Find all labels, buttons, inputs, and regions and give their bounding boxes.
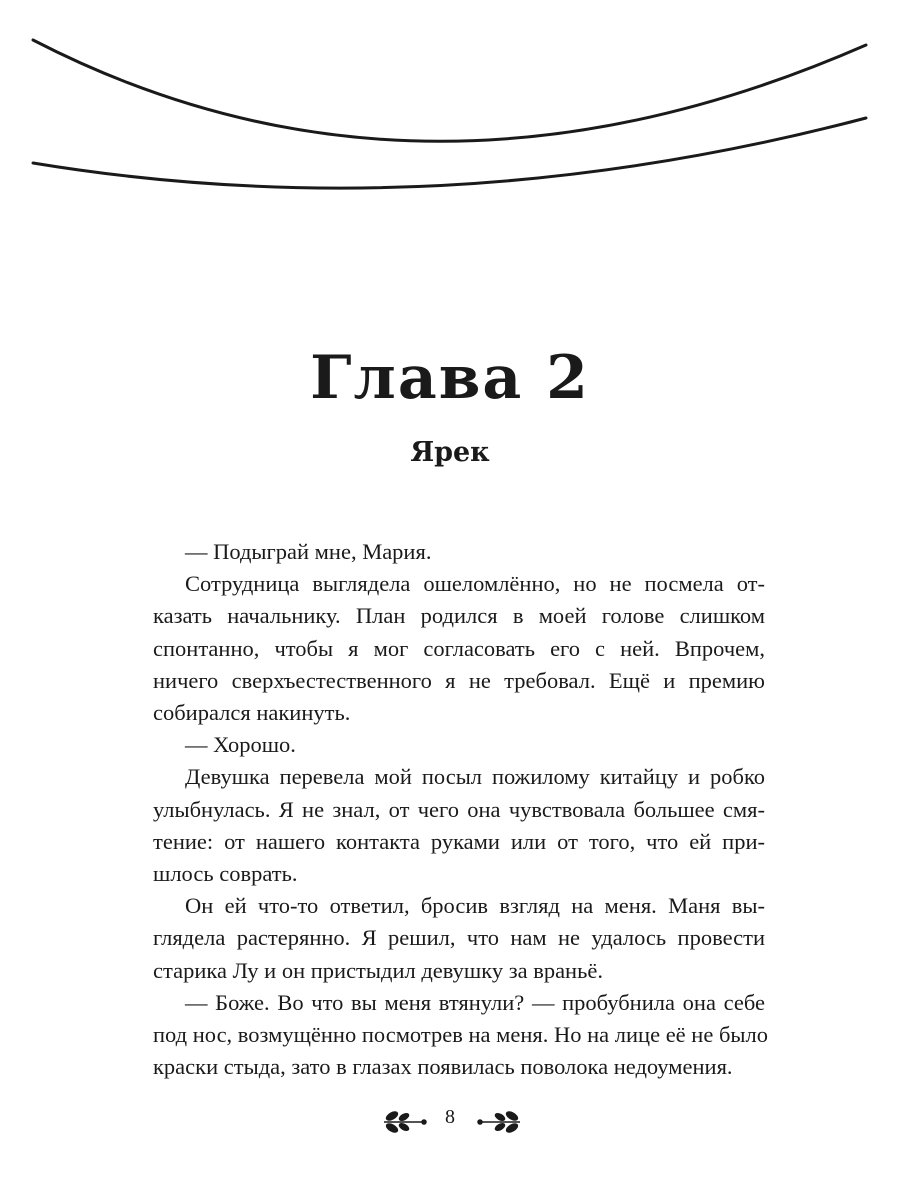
text-line: под нос, возмущённо посмотрев на меня. Но на лице её не было bbox=[153, 1022, 768, 1048]
text-line: Он ей что-то ответил, бросив взгляд на меня. Маня вы- bbox=[185, 893, 765, 919]
text-line: Сотрудница выглядела ошеломлённо, но не посмела от- bbox=[185, 571, 765, 597]
text-line: спонтанно, чтобы я мог согласовать его с ней. Впрочем, bbox=[153, 635, 765, 661]
text-line: тение: от нашего контакта руками или от того, что ей при- bbox=[153, 828, 765, 854]
page-number: 8 bbox=[445, 1106, 455, 1128]
text-line: — Подыграй мне, Мария. bbox=[185, 539, 432, 564]
page-footer bbox=[0, 1104, 900, 1140]
garland-string-lower bbox=[33, 118, 866, 188]
text-line: старика Лу и он пристыдил девушку за враньё. bbox=[153, 957, 603, 983]
paragraph bbox=[153, 729, 765, 761]
leaf-sprig-icon bbox=[476, 1110, 524, 1134]
body-text bbox=[153, 536, 768, 1083]
lantern-garland-illustration bbox=[0, 0, 900, 340]
paragraph bbox=[153, 536, 765, 568]
text-line: краски стыда, зато в глазах появилась поволока недоумения. bbox=[153, 1054, 733, 1080]
text-line: казать начальнику. План родился в моей голове слишком bbox=[153, 603, 765, 629]
paragraph bbox=[153, 987, 768, 1084]
text-line: ничего сверхъестественного я не требовал. Ещё и премию bbox=[153, 667, 765, 693]
text-line: — Хорошо. bbox=[185, 732, 296, 758]
text-line: глядела растерянно. Я решил, что нам не удалось провести bbox=[153, 925, 765, 951]
text-line: — Боже. Во что вы меня втянули? — пробубнила она себе bbox=[185, 989, 765, 1015]
garland-string-upper bbox=[33, 40, 866, 141]
text-line: собирался накинуть. bbox=[153, 700, 351, 726]
chapter-subtitle: Ярек bbox=[410, 437, 490, 468]
text-line: шлось соврать. bbox=[153, 861, 298, 887]
leaf-sprig-icon bbox=[380, 1110, 428, 1134]
chapter-title: Глава 2 bbox=[310, 343, 590, 413]
paragraph bbox=[153, 568, 765, 729]
paragraph bbox=[153, 890, 765, 987]
text-line: Девушка перевела мой посыл пожилому китайцу и робко bbox=[185, 764, 765, 790]
text-line: улыбнулась. Я не знал, от чего она чувствовала большее смя- bbox=[153, 796, 765, 822]
paragraph bbox=[153, 761, 765, 890]
